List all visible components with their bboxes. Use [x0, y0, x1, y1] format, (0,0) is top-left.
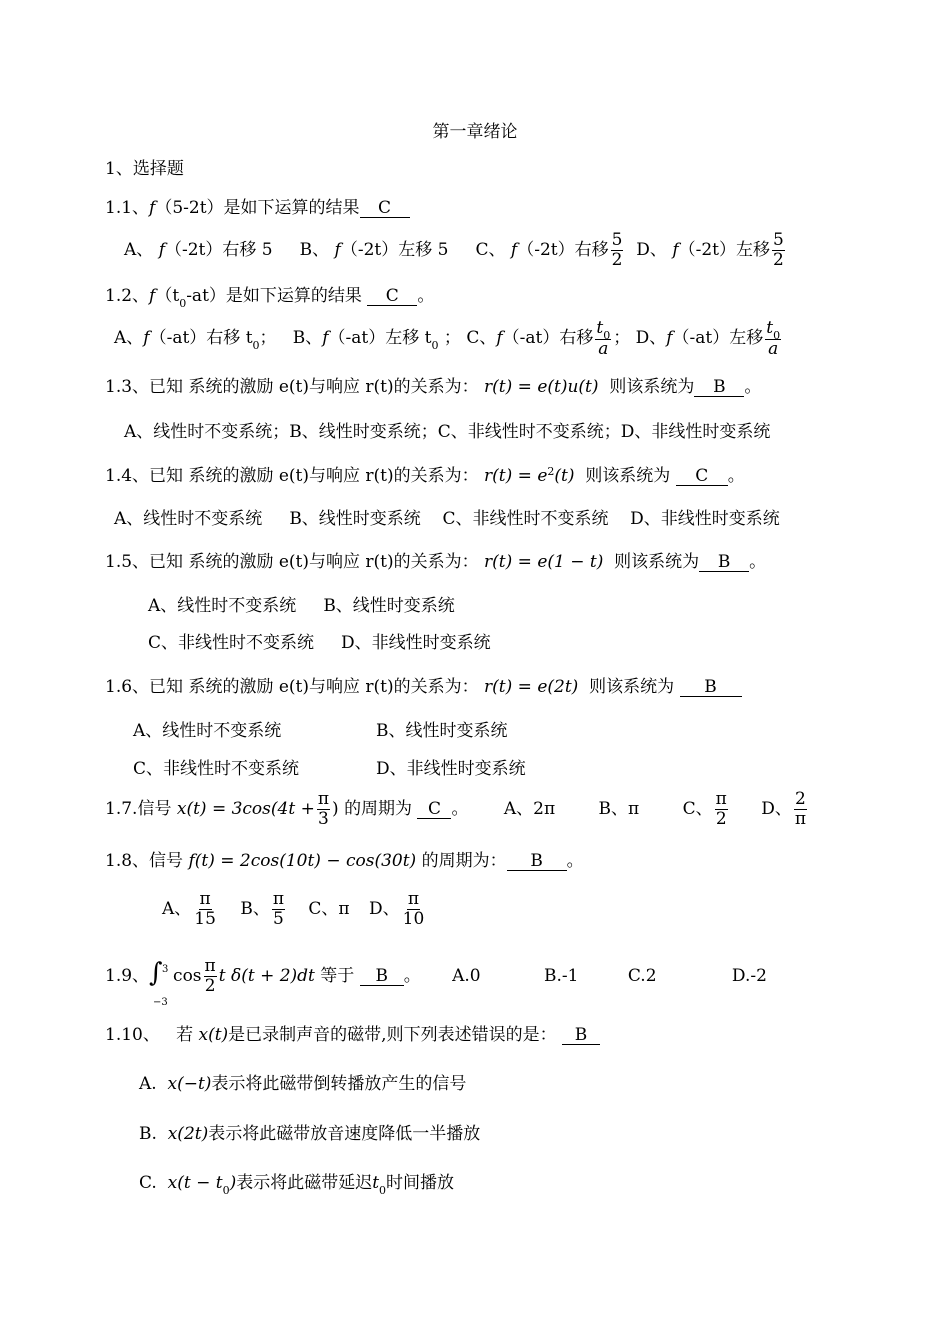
- fraction: $\frac{5}{2}$: [773, 230, 784, 270]
- question-1-6: 1.6、已知 系统的激励 e(t)与响应 r(t)的关系为： r(t) = e(2t) 则该系统为 B: [105, 676, 742, 698]
- fraction: $\frac{\pi}{3}$: [317, 789, 330, 829]
- option-1-10-c: C. $x(t - t_0)$表示将此磁带延迟$t_0$时间播放: [139, 1173, 455, 1197]
- answer-blank: B: [694, 379, 744, 397]
- answer-blank: B: [562, 1027, 600, 1045]
- answer-blank: B: [360, 968, 404, 986]
- options-1-5-row2: C、非线性时不变系统 D、非线性时变系统: [148, 633, 491, 653]
- options-1-5-row1: A、线性时不变系统 B、线性时变系统: [148, 596, 455, 616]
- fraction: $\frac{2}{\pi}$: [794, 789, 807, 829]
- fraction: $\frac{\pi}{5}$: [272, 889, 285, 929]
- options-1-1: A、 f（-2t）右移 5 B、 f（-2t）左移 5 C、 f（-2t）右移 $\frac{5}{2}$ D、 f（-2t）左移 $\frac{5}{2}$: [124, 230, 784, 270]
- fraction: $\frac{5}{2}$: [611, 230, 623, 270]
- answer-blank: C: [367, 288, 417, 306]
- option-1-10-a: A. x(−t)表示将此磁带倒转播放产生的信号: [139, 1074, 467, 1094]
- options-1-3: A、线性时不变系统；B、线性时变系统；C、非线性时不变系统；D、非线性时变系统: [124, 422, 771, 442]
- answer-blank: B: [680, 679, 742, 697]
- options-1-6-row1: A、线性时不变系统 B、线性时变系统: [133, 721, 508, 741]
- question-1-5: 1.5、已知 系统的激励 e(t)与响应 r(t)的关系为： r(t) = e(1 − t) 则该系统为 B 。: [105, 552, 767, 572]
- question-1-4: 1.4、已知 系统的激励 e(t)与响应 r(t)的关系为： $r(t) = e^2(t)$ 则该系统为 C 。: [105, 465, 745, 486]
- question-1-10: 1.10、 若 x(t)是已录制声音的磁带,则下列表述错误的是： B: [105, 1024, 600, 1046]
- fraction: $\frac{t_0}{a}$: [766, 317, 781, 359]
- question-1-2: 1.2、$f(t_0-at)$是如下运算的结果 C 。: [105, 286, 435, 310]
- answer-blank: B: [699, 554, 749, 572]
- section-heading: 1、选择题: [105, 159, 184, 179]
- question-1-8: 1.8、信号 f(t) = 2cos(10t) − cos(30t) 的周期为： B 。: [105, 851, 584, 871]
- answer-blank: C: [417, 801, 451, 819]
- fraction: $\frac{\pi}{2}$: [204, 956, 216, 996]
- integral-sign: ∫ 3 −3: [149, 958, 169, 1008]
- options-1-6-row2: C、非线性时不变系统 D、非线性时变系统: [133, 759, 526, 779]
- options-1-4: A、线性时不变系统 B、线性时变系统 C、非线性时不变系统 D、非线性时变系统: [114, 509, 780, 529]
- answer-blank: B: [507, 853, 567, 871]
- fraction: $\frac{\pi}{15}$: [194, 889, 216, 929]
- fraction: $\frac{\pi}{10}$: [402, 889, 425, 929]
- question-1-3: 1.3、已知 系统的激励 e(t)与响应 r(t)的关系为： r(t) = e(t)u(t) 则该系统为 B 。: [105, 377, 762, 397]
- fraction: $\frac{t_0}{a}$: [596, 317, 611, 359]
- chapter-title: 第一章绪论: [432, 122, 518, 142]
- answer-blank: C: [360, 200, 410, 218]
- question-1-1: 1.1、f（5-2t）是如下运算的结果 C: [105, 197, 410, 219]
- question-1-7: 1.7.信号 x(t) = 3cos(4t + $\frac{\pi}{3}$ ) 的周期为 C 。 A、2π B、π C、 $\frac{\pi}{2}$ D、 $\frac{2}{\pi}$: [105, 789, 807, 829]
- options-1-2: A、f（-at）右移 $t_0$； B、f（-at）左移 $t_0$ ； C、f（-at）右移 $\frac{t_0}{a}$ ； D、f（-at）左移 $\frac{t_0}{a}$: [114, 317, 781, 359]
- option-1-10-b: B. x(2t)表示将此磁带放音速度降低一半播放: [139, 1124, 481, 1144]
- options-1-8: A、 $\frac{\pi}{15}$ B、 $\frac{\pi}{5}$ C、π D、 $\frac{\pi}{10}$: [162, 889, 425, 929]
- answer-blank: C: [676, 468, 728, 486]
- fraction: $\frac{\pi}{2}$: [715, 789, 727, 829]
- question-1-9: 1.9、∫ 3 −3 cos $\frac{\pi}{2}$ t δ(t + 2)dt 等于 B 。 A.0 B.-1 C.2 D.-2: [105, 947, 767, 999]
